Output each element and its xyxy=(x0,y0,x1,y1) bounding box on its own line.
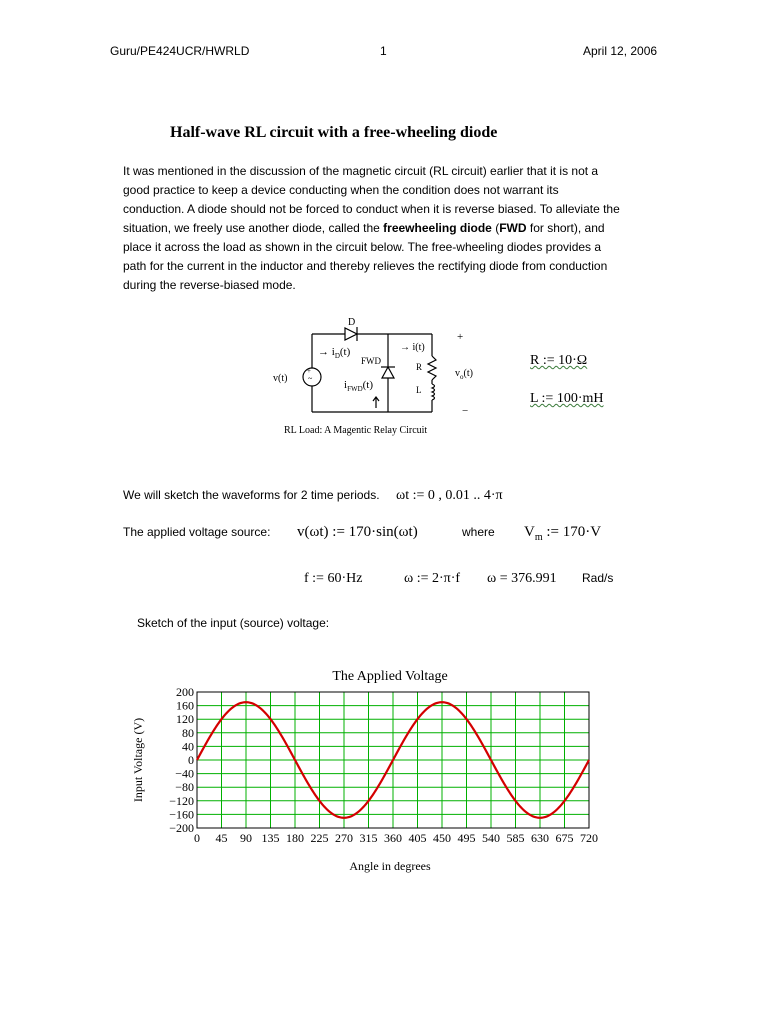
chart-x-axis-label: Angle in degrees xyxy=(349,859,431,873)
diode-current-label: → $i_D(t)$ xyxy=(318,346,351,360)
svg-text:+: + xyxy=(307,367,311,375)
chart-title: The Applied Voltage xyxy=(332,669,448,684)
vm-definition: $V_m$ := 170·V xyxy=(524,524,602,543)
svg-text:−: − xyxy=(308,382,312,390)
y-tick-label: 0 xyxy=(188,753,194,767)
y-tick-label: −40 xyxy=(175,766,194,781)
circuit-diagram xyxy=(270,312,480,440)
y-tick-label: −200 xyxy=(169,821,194,835)
x-tick-label: 270 xyxy=(335,831,353,845)
output-voltage-label: $v_o(t)$ xyxy=(455,368,473,381)
diode-label: D xyxy=(348,317,356,328)
paragraph-text-2: ( xyxy=(491,221,500,235)
minus-sign: − xyxy=(462,405,469,417)
omega-unit: Rad/s xyxy=(582,571,614,585)
x-tick-label: 360 xyxy=(384,831,402,845)
load-current-label: → i(t) xyxy=(400,342,425,353)
fwd-label: FWD xyxy=(361,356,381,366)
x-tick-label: 630 xyxy=(531,831,549,845)
paragraph-text-1: It was mentioned in the discussion of the magnetic circuit (RL circuit) earlier that it is not a good practice to keep a device conducting when the condition does not warrant its conduction. A diode should not be forced to conduct when it is reverse biased. To alleviate the situation, we freely use another diode, called the xyxy=(123,164,620,235)
y-tick-label: −160 xyxy=(169,807,194,822)
x-tick-label: 0 xyxy=(194,831,200,845)
page-number: 1 xyxy=(380,44,387,58)
x-tick-label: 45 xyxy=(215,831,228,845)
x-tick-label: 585 xyxy=(506,831,525,845)
y-tick-label: −80 xyxy=(175,780,194,795)
x-tick-label: 405 xyxy=(408,831,427,845)
chart-y-axis-label: Input Voltage (V) xyxy=(131,717,145,803)
y-tick-label: 120 xyxy=(176,712,194,727)
source-label: v(t) xyxy=(273,373,288,384)
voltage-function: v(ωt) := 170·sin(ωt) xyxy=(297,524,418,540)
omega-definition: ω := 2·π·f xyxy=(404,571,461,586)
header-date: April 12, 2006 xyxy=(583,44,658,58)
header-left: Guru/PE424UCR/HWRLD xyxy=(110,44,250,58)
x-tick-label: 135 xyxy=(261,831,280,845)
sketch-heading: Sketch of the input (source) voltage: xyxy=(137,616,330,630)
paragraph-bold-fwd-name: freewheeling diode xyxy=(383,221,492,235)
circuit-caption: RL Load: A Magentic Relay Circuit xyxy=(284,425,428,436)
paragraph-bold-fwd: FWD xyxy=(499,221,527,235)
fwd-current-label: $i_{FWD}(t)$ xyxy=(344,379,374,393)
applied-voltage-text: The applied voltage source: xyxy=(123,525,271,539)
where-text: where xyxy=(462,525,495,539)
applied-voltage-chart xyxy=(120,660,620,880)
x-tick-label: 225 xyxy=(310,831,329,845)
resistor-label: R xyxy=(416,362,423,372)
x-tick-label: 90 xyxy=(240,831,252,845)
y-tick-label: 200 xyxy=(176,685,194,699)
x-tick-label: 720 xyxy=(580,831,598,845)
frequency-definition: f := 60·Hz xyxy=(304,571,363,586)
y-tick-label: 160 xyxy=(176,698,194,713)
chart-y-ticks xyxy=(169,685,194,835)
x-tick-label: 540 xyxy=(482,831,500,845)
intro-paragraph xyxy=(123,162,623,295)
x-tick-label: 495 xyxy=(457,831,476,845)
y-tick-label: 40 xyxy=(182,739,194,754)
page-title: Half-wave RL circuit with a free-wheeling diode xyxy=(170,124,498,141)
y-tick-label: 80 xyxy=(182,725,194,740)
x-tick-label: 180 xyxy=(286,831,304,845)
sketch-periods-text: We will sketch the waveforms for 2 time periods. xyxy=(123,488,380,502)
x-tick-label: 675 xyxy=(555,831,574,845)
resistance-definition: R := 10·Ω xyxy=(530,353,588,368)
y-tick-label: −120 xyxy=(169,793,194,808)
chart-x-ticks xyxy=(194,831,598,845)
inductance-definition: L := 100·mH xyxy=(530,391,604,406)
svg-text:~: ~ xyxy=(308,374,313,383)
paragraph-text-3: for short), and place it across the load as shown in the circuit below. The free-wheeling diodes provides a path for the current in the inductor and thereby relieves the rectifying diode from conduction during the reverse-biased mode. xyxy=(123,221,608,292)
inductor-label: L xyxy=(416,385,422,395)
omega-t-range: ωt := 0 , 0.01 .. 4·π xyxy=(396,488,503,503)
omega-value: ω = 376.991 xyxy=(487,571,557,586)
x-tick-label: 315 xyxy=(359,831,378,845)
x-tick-label: 450 xyxy=(433,831,451,845)
plus-sign: + xyxy=(457,331,464,343)
